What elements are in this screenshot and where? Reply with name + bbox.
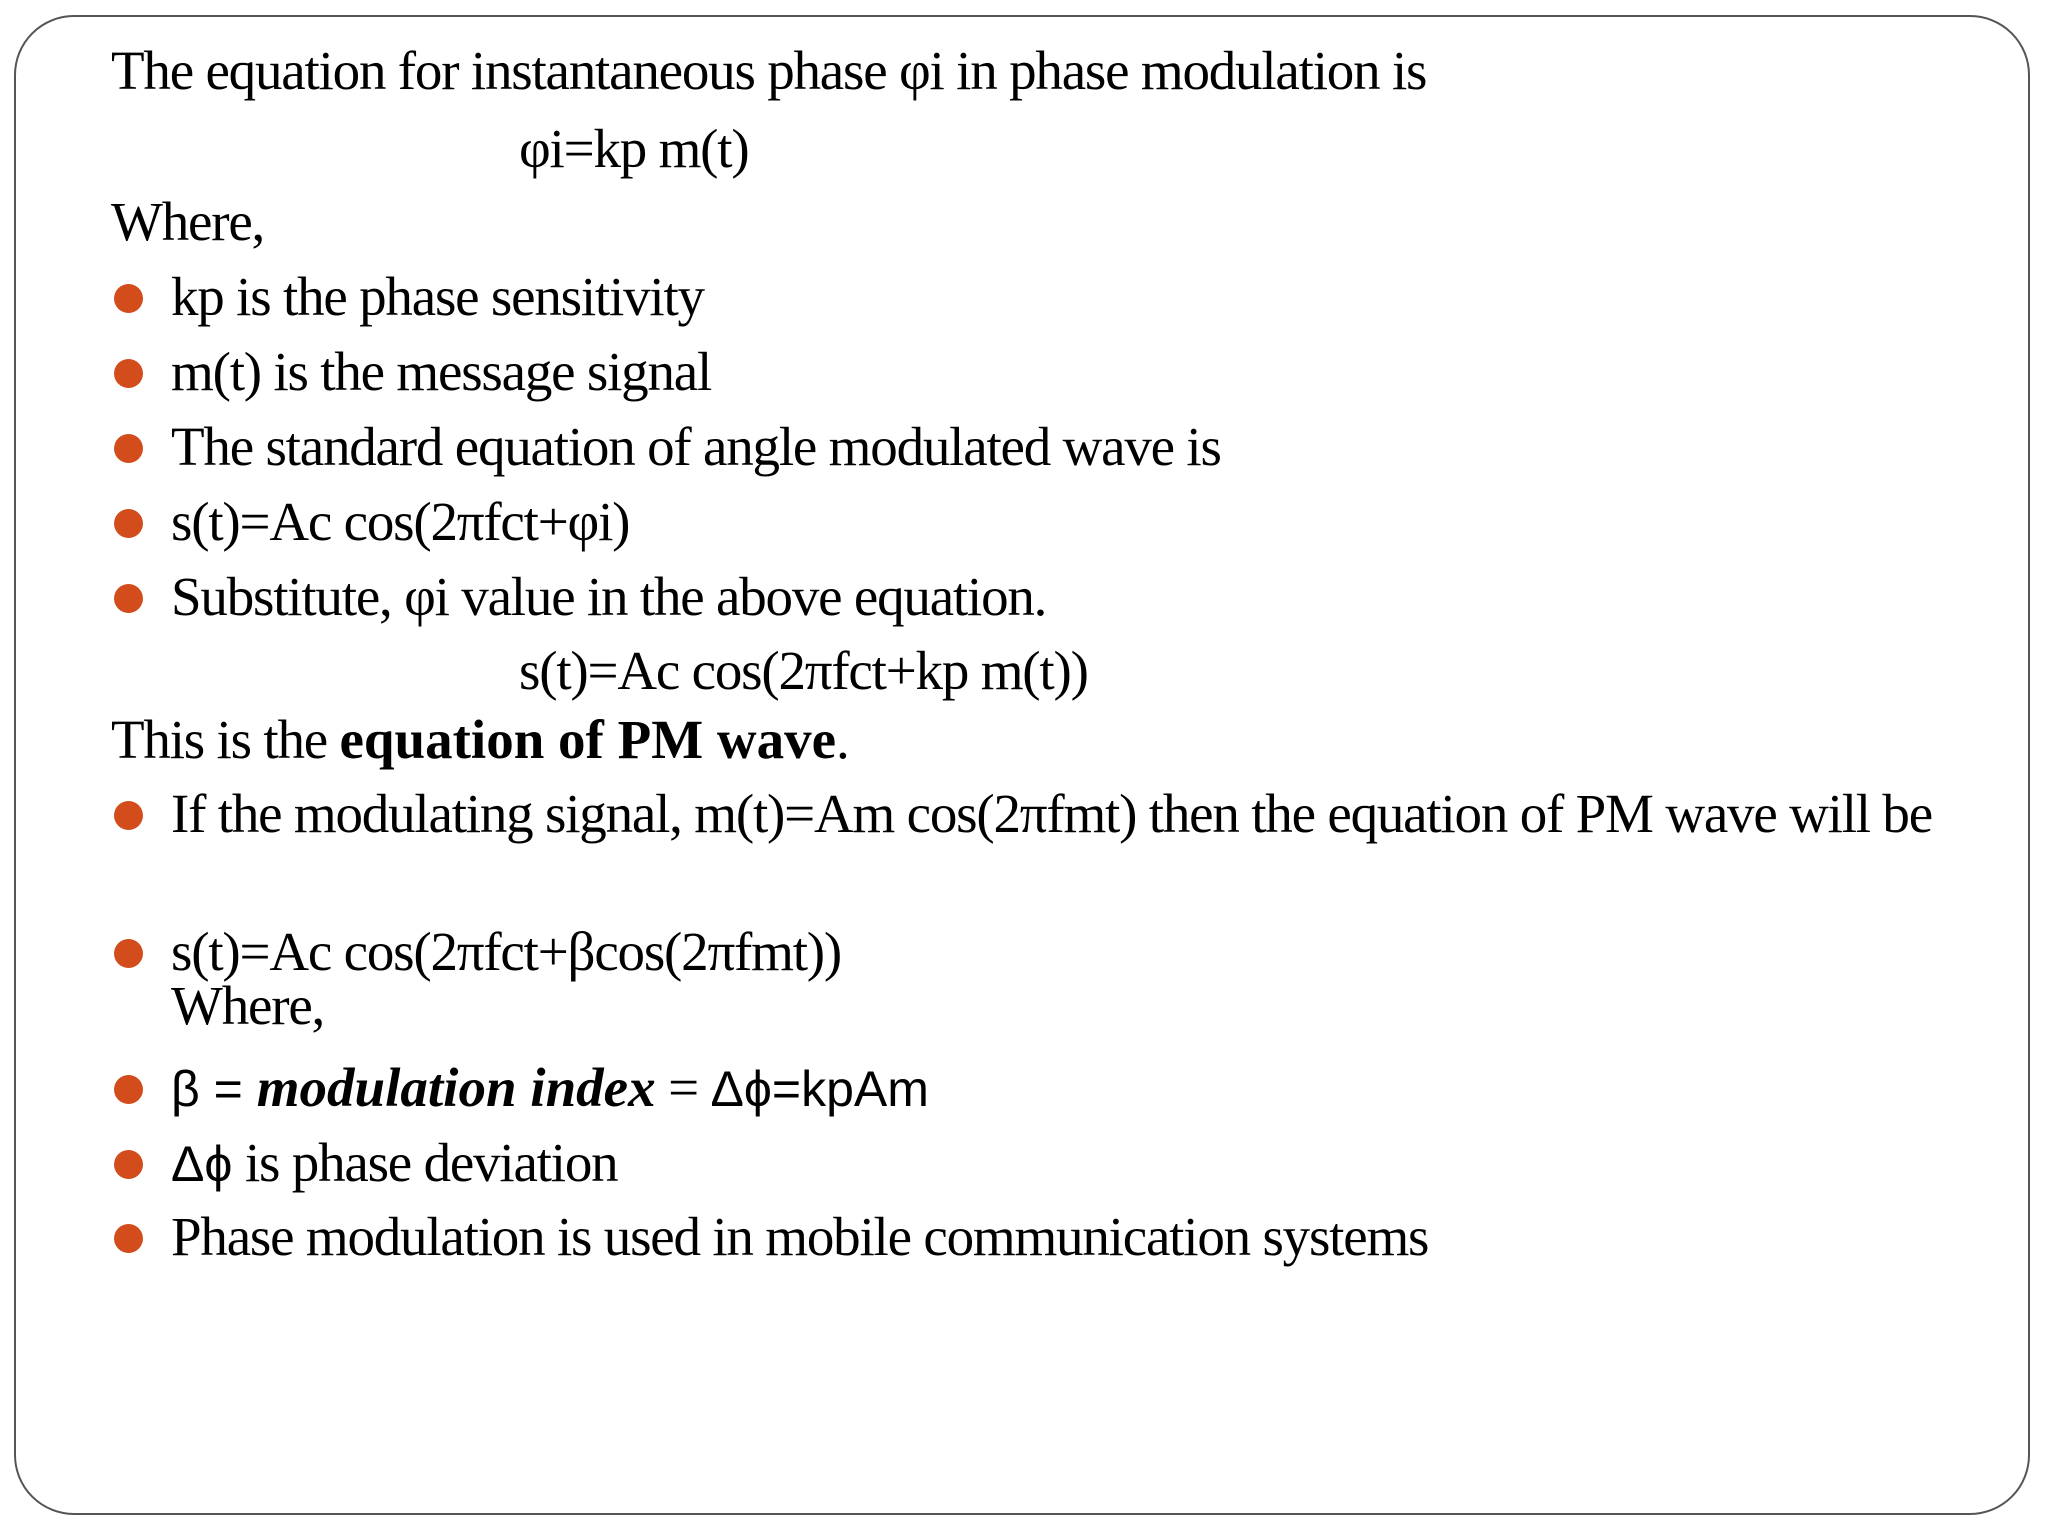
conclusion-emphasis: equation of PM wave (339, 709, 836, 770)
bullet-dot (114, 434, 143, 463)
pm-equation: s(t)=Ac cos(2πfct+kp m(t)) (519, 640, 1088, 701)
bullet-dot (114, 584, 143, 613)
bullet-text: Substitute, φi value in the above equation. (171, 566, 1047, 627)
bullet-dot (114, 1224, 143, 1253)
modulation-index-term: modulation index (256, 1057, 656, 1118)
where-label: Where, (111, 191, 265, 252)
conclusion-suffix: . (836, 709, 849, 770)
bullet-dot (114, 509, 143, 538)
bullet-text: m(t) is the message signal (171, 341, 712, 402)
bullet-text: Phase modulation is used in mobile communication systems (171, 1206, 1429, 1267)
bullet-dot (114, 1075, 143, 1104)
bullet-text: s(t)=Ac cos(2πfct+βcos(2πfmt)) (171, 921, 842, 982)
bullet-dot (114, 801, 143, 830)
bullet-text: If the modulating signal, m(t)=Am cos(2πfmt) then the equation of PM wave will be (171, 783, 1932, 844)
bullet-dot (114, 939, 143, 968)
bullet-dot (114, 1150, 143, 1179)
bullet-text: s(t)=Ac cos(2πfct+φi) (171, 491, 630, 552)
conclusion-line (111, 707, 849, 773)
phase-equation: φi=kp m(t) (519, 118, 749, 179)
beta-symbol: β = (171, 1061, 257, 1117)
delta-phi-symbol: Δϕ (171, 1136, 233, 1192)
bullet-dot (114, 284, 143, 313)
bullet-text: The standard equation of angle modulated wave is (171, 416, 1221, 477)
conclusion-prefix: This is the (111, 709, 340, 770)
equals-sign: = (655, 1057, 711, 1118)
bullet-text: kp is the phase sensitivity (171, 266, 704, 327)
bullet-text (171, 1055, 929, 1122)
bullet-text (171, 1130, 617, 1197)
bullet-dot (114, 359, 143, 388)
delta-expression: Δϕ=kpAm (710, 1061, 929, 1117)
where-label: Where, (171, 975, 325, 1036)
intro-text: The equation for instantaneous phase φi in phase modulation is (111, 40, 1427, 101)
phase-deviation-text: is phase deviation (232, 1132, 618, 1193)
